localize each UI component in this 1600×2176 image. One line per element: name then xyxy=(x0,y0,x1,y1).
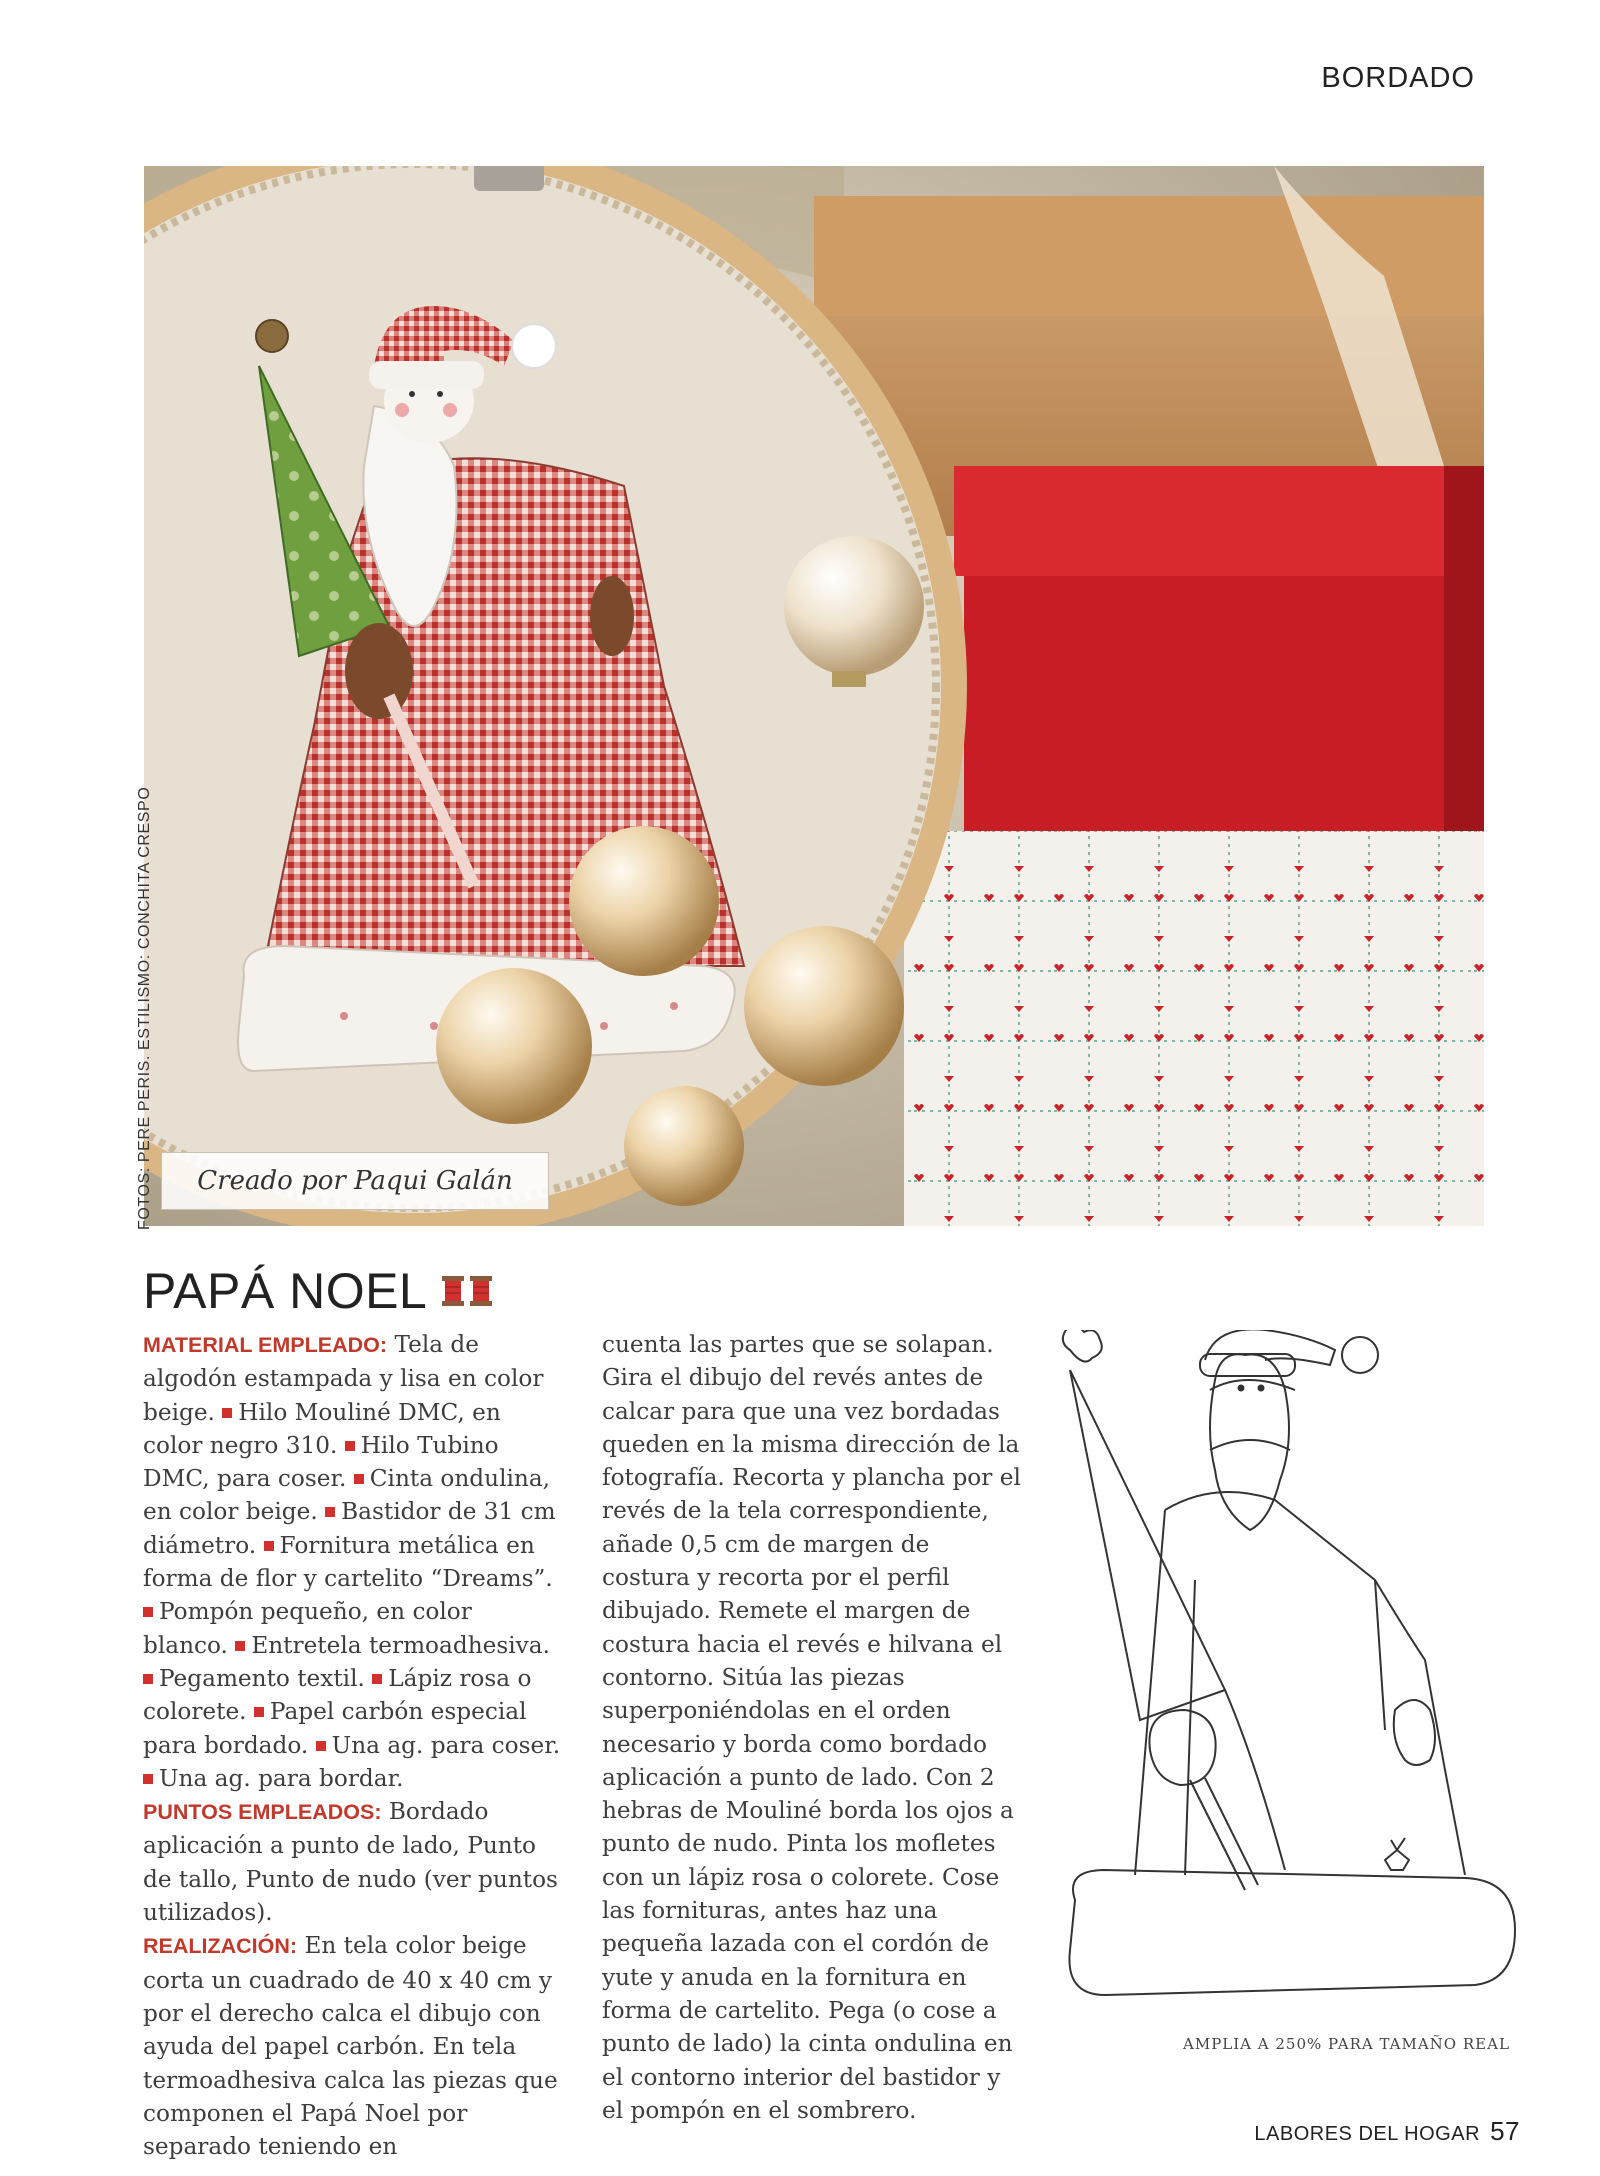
article-column-2 xyxy=(602,1328,1022,2127)
photo-credit: FOTOS: PERE PERIS. ESTILISMO: CONCHITA CRESPO xyxy=(136,786,153,1230)
bullet-square-icon xyxy=(143,1607,153,1617)
author-caption: Creado por Paqui Galán xyxy=(161,1152,549,1210)
section-label: BORDADO xyxy=(1321,62,1475,94)
material-item: Entretela termoadhesiva. xyxy=(251,1631,550,1659)
material-item: Hilo Tubino DMC, para coser. xyxy=(143,1431,499,1493)
thread-spool-icon xyxy=(441,1275,465,1307)
material-item: Papel carbón especial para bordado. xyxy=(143,1698,527,1759)
materials-heading: MATERIAL EMPLEADO: xyxy=(143,1333,388,1357)
bullet-square-icon xyxy=(325,1507,335,1517)
pattern-caption: AMPLIA A 250% PARA TAMAÑO REAL xyxy=(1183,2035,1510,2053)
method-text: En tela color beige corta un cuadrado de 40 x 40 cm y por el derecho calca el dibujo con ayuda del papel carbón. En tela termoadhesiva calca las piezas que componen el Papá Noel por separado teniendo en xyxy=(143,1932,558,2161)
materials-paragraph xyxy=(143,1328,563,1795)
stitches-note: (ver puntos utilizados). xyxy=(143,1865,558,1927)
bullet-square-icon xyxy=(372,1674,382,1684)
bullet-square-icon xyxy=(316,1741,326,1751)
material-item: Fornitura metálica en forma de flor y cartelito “Dreams”. xyxy=(143,1531,553,1593)
bullet-square-icon xyxy=(143,1674,153,1684)
method-paragraph xyxy=(143,1929,563,2163)
heart-wrapped-box xyxy=(904,831,1484,1226)
material-item: Una ag. para bordar. xyxy=(159,1764,404,1792)
page-footer xyxy=(1254,2116,1520,2147)
stitches-text: Bordado aplicación a punto de lado, Punto de tallo, Punto de nudo xyxy=(143,1798,536,1893)
method-continued: cuenta las partes que se solapan. Gira el dibujo del revés antes de calcar para que una vez bordadas queden en la misma dirección de la fotografía. Recorta y plancha por el revés de la tela correspondiente, añade 0,5 cm de margen de costura y recorta por el perfil dibujado. Remete el margen de costura hacia el revés e hilvana el contorno. Sitúa las piezas superponiéndolas en el orden necesario y borda como bordado aplicación a punto de lado. Con 2 hebras de Mouliné borda los ojos a punto de nudo. Pinta los mofletes con un lápiz rosa o colorete. Cose las fornituras, antes haz una pequeña lazada con el cordón de yute y anuda en la fornitura en forma de cartelito. Pega (o cose a punto de lado) la cinta ondulina en el contorno interior del bastidor y el pompón en el sombrero. xyxy=(602,1331,1021,2124)
santa-pattern-drawing xyxy=(1045,1330,1535,2030)
article-title-row xyxy=(143,1262,493,1320)
red-gift-box xyxy=(954,466,1484,836)
bullet-square-icon xyxy=(254,1707,264,1717)
article-column-1 xyxy=(143,1328,563,2163)
bullet-square-icon xyxy=(143,1774,153,1784)
difficulty-rating xyxy=(441,1275,493,1307)
article-title: PAPÁ NOEL xyxy=(143,1263,428,1319)
material-item: Tela de algodón estampada y lisa en color beige. xyxy=(143,1331,544,1426)
method-heading: REALIZACIÓN: xyxy=(143,1934,298,1959)
material-item: Cinta ondulina, en color beige. xyxy=(143,1465,551,1526)
bullet-square-icon xyxy=(235,1641,245,1651)
material-item: Pompón pequeño, en color blanco. xyxy=(143,1598,472,1659)
bullet-square-icon xyxy=(345,1441,355,1451)
stitches-heading: PUNTOS EMPLEADOS: xyxy=(143,1800,382,1825)
bullet-square-icon xyxy=(264,1541,274,1551)
stitches-paragraph xyxy=(143,1795,563,1929)
material-item: Hilo Mouliné DMC, en color negro 310. xyxy=(143,1398,501,1459)
magazine-name: LABORES DEL HOGAR xyxy=(1254,2123,1481,2145)
thread-spool-icon xyxy=(469,1275,493,1307)
material-item: Lápiz rosa o colorete. xyxy=(143,1664,532,1726)
material-item: Pegamento textil. xyxy=(159,1664,365,1692)
bullet-square-icon xyxy=(222,1408,232,1418)
page-number: 57 xyxy=(1490,2116,1520,2146)
bullet-square-icon xyxy=(354,1474,364,1484)
material-item: Una ag. para coser. xyxy=(331,1731,561,1759)
material-item: Bastidor de 31 cm diámetro. xyxy=(143,1498,556,1559)
hero-photo xyxy=(144,166,1484,1226)
materials-list xyxy=(143,1331,560,1792)
